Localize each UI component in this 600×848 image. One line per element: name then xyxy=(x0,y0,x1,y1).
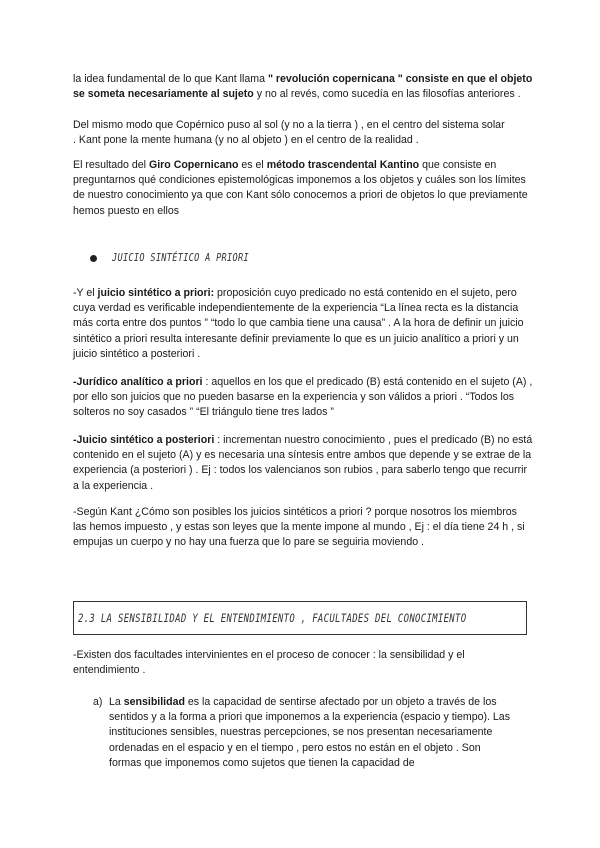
bullet-dot-icon xyxy=(90,255,97,262)
paragraph-copernico xyxy=(73,118,533,148)
paragraph-juicio-sintetico-a-posteriori xyxy=(73,433,533,494)
bold-text: " revolución copernicana " consiste en que el objeto se someta necesariamente al sujeto xyxy=(73,73,533,101)
bold-text: sensibilidad xyxy=(123,696,185,708)
text-run: la idea fundamental de lo que Kant llama xyxy=(73,73,268,85)
section-heading-box xyxy=(73,601,527,635)
text-run: -Existen dos facultades intervinientes en el proceso de conocer : la sensibilidad y el entendimiento . xyxy=(73,649,465,677)
text-run: . Kant pone la mente humana (y no al objeto ) en el centro de la realidad . xyxy=(73,134,419,147)
text-run: es el xyxy=(238,159,267,171)
bold-text: método trascendental Kantino xyxy=(266,159,420,171)
text-run: proposición cuyo predicado no está contenido en el sujeto, pero cuya verdad es verificable independientemente de la experiencia “La línea recta es la distancia más corta entre dos puntos ” “todo lo que cambia tiene una causa” . A la hora de definir un juicio sintético a priori resulta interesante definir previamente lo que es un juicio analítico a priori y un juicio sintético a posteriori . xyxy=(73,287,524,360)
paragraph-juridico-analitico xyxy=(73,375,533,421)
text-run: La xyxy=(109,696,124,708)
paragraph-revolucion-copernicana xyxy=(73,72,533,102)
text-run: -Según Kant ¿Cómo son posibles los juicios sintéticos a priori ? porque nosotros los miembros las hemos impuesto , y estas son leyes que la mente impone al mundo , Ej : el día tiene 24 h , si empujas un cuerpo y no hay una fuerza que lo pare se seguiria moviendo . xyxy=(73,506,525,549)
text-run: El resultado del xyxy=(73,159,149,171)
paragraph-facultades xyxy=(73,648,533,678)
text-run: -Y el xyxy=(73,287,98,299)
bold-text: juicio sintético a priori: xyxy=(97,287,215,299)
paragraph-segun-kant xyxy=(73,505,533,551)
list-marker: a) xyxy=(93,696,103,708)
text-run: y no al revés, como sucedía en las filosofías anteriores . xyxy=(253,88,521,101)
text-run: Del mismo modo que Copérnico puso al sol (y no a la tierra ) , en el centro del sistema solar xyxy=(73,119,505,131)
bold-text: -Jurídico analítico a priori xyxy=(73,376,203,388)
text-run: : aquellos en los que el predicado (B) está contenido en el sujeto (A) , por ello son juicios que no pueden basarse en la experiencia y son válidos a priori . “Todos los solteros no soy casados ” “El triángulo tiene tres lados ” xyxy=(73,376,533,419)
list-item-text xyxy=(109,695,513,771)
section-heading: 2.3 LA SENSIBILIDAD Y EL ENTENDIMIENTO , FACULTADES DEL CONOCIMIENTO xyxy=(78,611,467,625)
bold-text: Giro Copernicano xyxy=(148,159,239,171)
section-heading: JUICIO SINTÉTICO A PRIORI xyxy=(112,251,249,264)
paragraph-giro-copernicano xyxy=(73,158,533,219)
bold-text: -Juicio sintético a posteriori xyxy=(73,434,215,446)
paragraph-juicio-sintetico-a-priori xyxy=(73,286,533,362)
text-run: : incrementan nuestro conocimiento , pues el predicado (B) no está contenido en el sujeto (A) y es necesaria una síntesis entre ambos que depende y se extrae de la experiencia (a posteriori ) . Ej : todos los valencianos son rubios , para saberlo tengo que recurrir a la experiencia . xyxy=(73,434,533,492)
text-run: que consiste en preguntarnos qué condiciones epistemológicas imponemos a los objetos y cuáles son los límites de nuestro conocimiento ya que con Kant sólo conocemos a priori de objetos lo que previamente hemos puesto en ellos xyxy=(73,159,528,217)
text-run: es la capacidad de sentirse afectado por un objeto a través de los sentidos y a la forma a priori que imponemos a la experiencia (espacio y tiempo). Las instituciones sensibles, nuestras percepciones, se nos presentan necesariamente ordenadas en el espacio y en el tiempo , pero estos no están en el objeto . Son formas que imponemos como sujetos que tienen la capacidad de xyxy=(109,696,510,769)
